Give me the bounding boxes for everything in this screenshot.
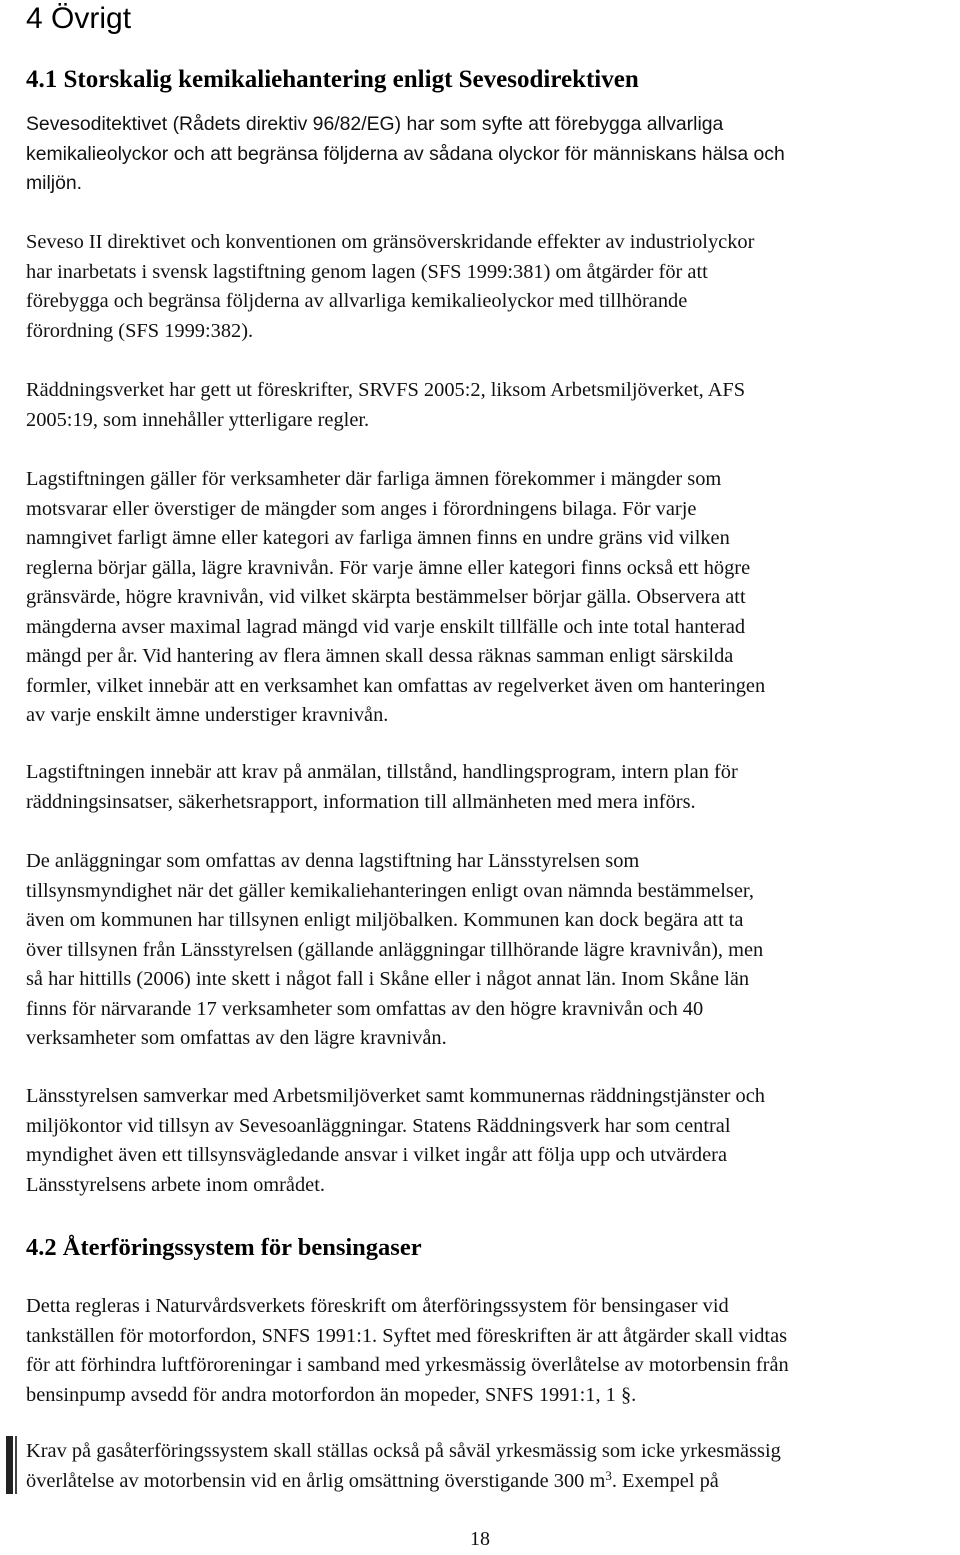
text-line bbox=[26, 1467, 960, 1497]
text-line: kemikalieolyckor och att begränsa följderna av sådana olyckor för människans hälsa och bbox=[26, 142, 785, 165]
text-line: tillsynsmyndighet när det gäller kemikaliehanteringen enligt ovan nämnda bestämmelser, bbox=[26, 879, 754, 902]
text-line: förordning (SFS 1999:382). bbox=[26, 319, 254, 342]
page-number: 18 bbox=[470, 1528, 490, 1550]
paragraph-lagstiftningen-galler bbox=[26, 465, 960, 731]
revision-bar bbox=[6, 1436, 13, 1494]
text-line: för att förhindra luftföroreningar i samband med yrkesmässig överlåtelse av motorbensin från bbox=[26, 1354, 789, 1376]
text-line: Länsstyrelsens arbete inom området. bbox=[26, 1173, 325, 1196]
paragraph-raddningsverket bbox=[26, 376, 960, 435]
chapter-heading: 4 Övrigt bbox=[26, 2, 132, 35]
text-line: De anläggningar som omfattas av denna lagstiftning har Länsstyrelsen som bbox=[26, 850, 640, 872]
text-line: Detta regleras i Naturvårdsverkets föreskrift om återföringssystem för bensingaser vid bbox=[26, 1295, 729, 1317]
text-line: gränsvärde, högre kravnivån, vid vilket skärpta bestämmelser börjar gälla. Observera att bbox=[26, 586, 746, 608]
paragraph-seveso-intro bbox=[26, 110, 960, 199]
paragraph-naturvardsverket bbox=[26, 1292, 960, 1410]
text-line: har inarbetats i svensk lagstiftning genom lagen (SFS 1999:381) om åtgärder för att bbox=[26, 260, 708, 283]
paragraph-lagstiftningen-innebar bbox=[26, 758, 960, 817]
revision-bar-thin bbox=[15, 1436, 17, 1494]
text-line: miljön. bbox=[26, 172, 83, 194]
text-line: av varje enskilt ämne understiger kravnivån. bbox=[26, 704, 389, 726]
text-line: så har hittills (2006) inte skett i något fall i Skåne eller i något annat län. Inom Skåne län bbox=[26, 968, 750, 990]
text-line: förebygga och begränsa följderna av allvarliga kemikalieolyckor med tillhörande bbox=[26, 290, 688, 312]
superscript: 3 bbox=[605, 1467, 612, 1483]
text-line: även om kommunen har tillsynen enligt miljöbalken. Kommunen kan dock begära att ta bbox=[26, 909, 744, 931]
text-line: 2005:19, som innehåller ytterligare regler. bbox=[26, 408, 370, 431]
text-line: mängd per år. Vid hantering av flera ämnen skall dessa räknas samman enligt särskilda bbox=[26, 645, 734, 667]
text-line: Lagstiftningen innebär att krav på anmälan, tillstånd, handlingsprogram, intern plan för bbox=[26, 761, 738, 783]
text-fragment: överlåtelse av motorbensin vid en årlig omsättning överstigande 300 m bbox=[26, 1469, 606, 1492]
text-line: Seveso II direktivet och konventionen om gränsöverskridande effekter av industriolyckor bbox=[26, 231, 755, 253]
text-line: myndighet även ett tillsynsvägledande ansvar i vilket ingår att följa upp och utvärdera bbox=[26, 1144, 727, 1166]
text-line: finns för närvarande 17 verksamheter som omfattas av den högre kravnivån och 40 bbox=[26, 997, 704, 1020]
text-line: formler, vilket innebär att en verksamhet kan omfattas av regelverket även om hanteringen bbox=[26, 674, 766, 697]
text-line: Lagstiftningen gäller för verksamheter där farliga ämnen förekommer i mängder som bbox=[26, 468, 722, 490]
text-line: tankställen för motorfordon, SNFS 1991:1. Syftet med föreskriften är att åtgärder skall vidtas bbox=[26, 1324, 788, 1347]
text-line: motsvarar eller överstiger de mängder som anges i förordningens bilaga. För varje bbox=[26, 497, 697, 520]
text-line: verksamheter som omfattas av den lägre kravnivån. bbox=[26, 1027, 447, 1049]
paragraph-anlaggningar bbox=[26, 847, 960, 1054]
text-line: miljökontor vid tillsyn av Sevesoanläggningar. Statens Räddningsverk har som central bbox=[26, 1114, 731, 1137]
paragraph-seveso-ii bbox=[26, 228, 960, 346]
text-line: bensinpump avsedd för andra motorfordon än mopeder, SNFS 1991:1, 1 §. bbox=[26, 1383, 637, 1406]
text-line: Sevesoditektivet (Rådets direktiv 96/82/EG) har som syfte att förebygga allvarliga bbox=[26, 113, 724, 135]
text-line: räddningsinsatser, säkerhetsrapport, information till allmänheten med mera införs. bbox=[26, 790, 696, 813]
text-line: mängderna avser maximal lagrad mängd vid varje enskilt tillfälle och inte total hanterad bbox=[26, 615, 746, 638]
text-line: över tillsynen från Länsstyrelsen (gällande anläggningar tillhörande lägre kravnivån), men bbox=[26, 938, 764, 961]
paragraph-gasaterforing bbox=[26, 1437, 960, 1496]
section-4-2-heading: 4.2 Återföringssystem för bensingaser bbox=[26, 1234, 422, 1261]
text-line: Länsstyrelsen samverkar med Arbetsmiljöverket samt kommunernas räddningstjänster och bbox=[26, 1085, 765, 1107]
paragraph-lansstyrelsen bbox=[26, 1082, 960, 1200]
text-line: Krav på gasåterföringssystem skall ställas också på såväl yrkesmässig som icke yrkesmässig bbox=[26, 1440, 781, 1462]
section-4-1-heading: 4.1 Storskalig kemikaliehantering enligt Sevesodirektiven bbox=[26, 66, 639, 93]
text-line: Räddningsverket har gett ut föreskrifter, SRVFS 2005:2, liksom Arbetsmiljöverket, AFS bbox=[26, 379, 746, 401]
text-line: reglerna börjar gälla, lägre kravnivån. För varje ämne eller kategori finns också ett högre bbox=[26, 556, 751, 579]
text-line: namngivet farligt ämne eller kategori av farliga ämnen finns en undre gräns vid vilken bbox=[26, 527, 730, 549]
text-fragment: . Exempel på bbox=[611, 1469, 719, 1492]
